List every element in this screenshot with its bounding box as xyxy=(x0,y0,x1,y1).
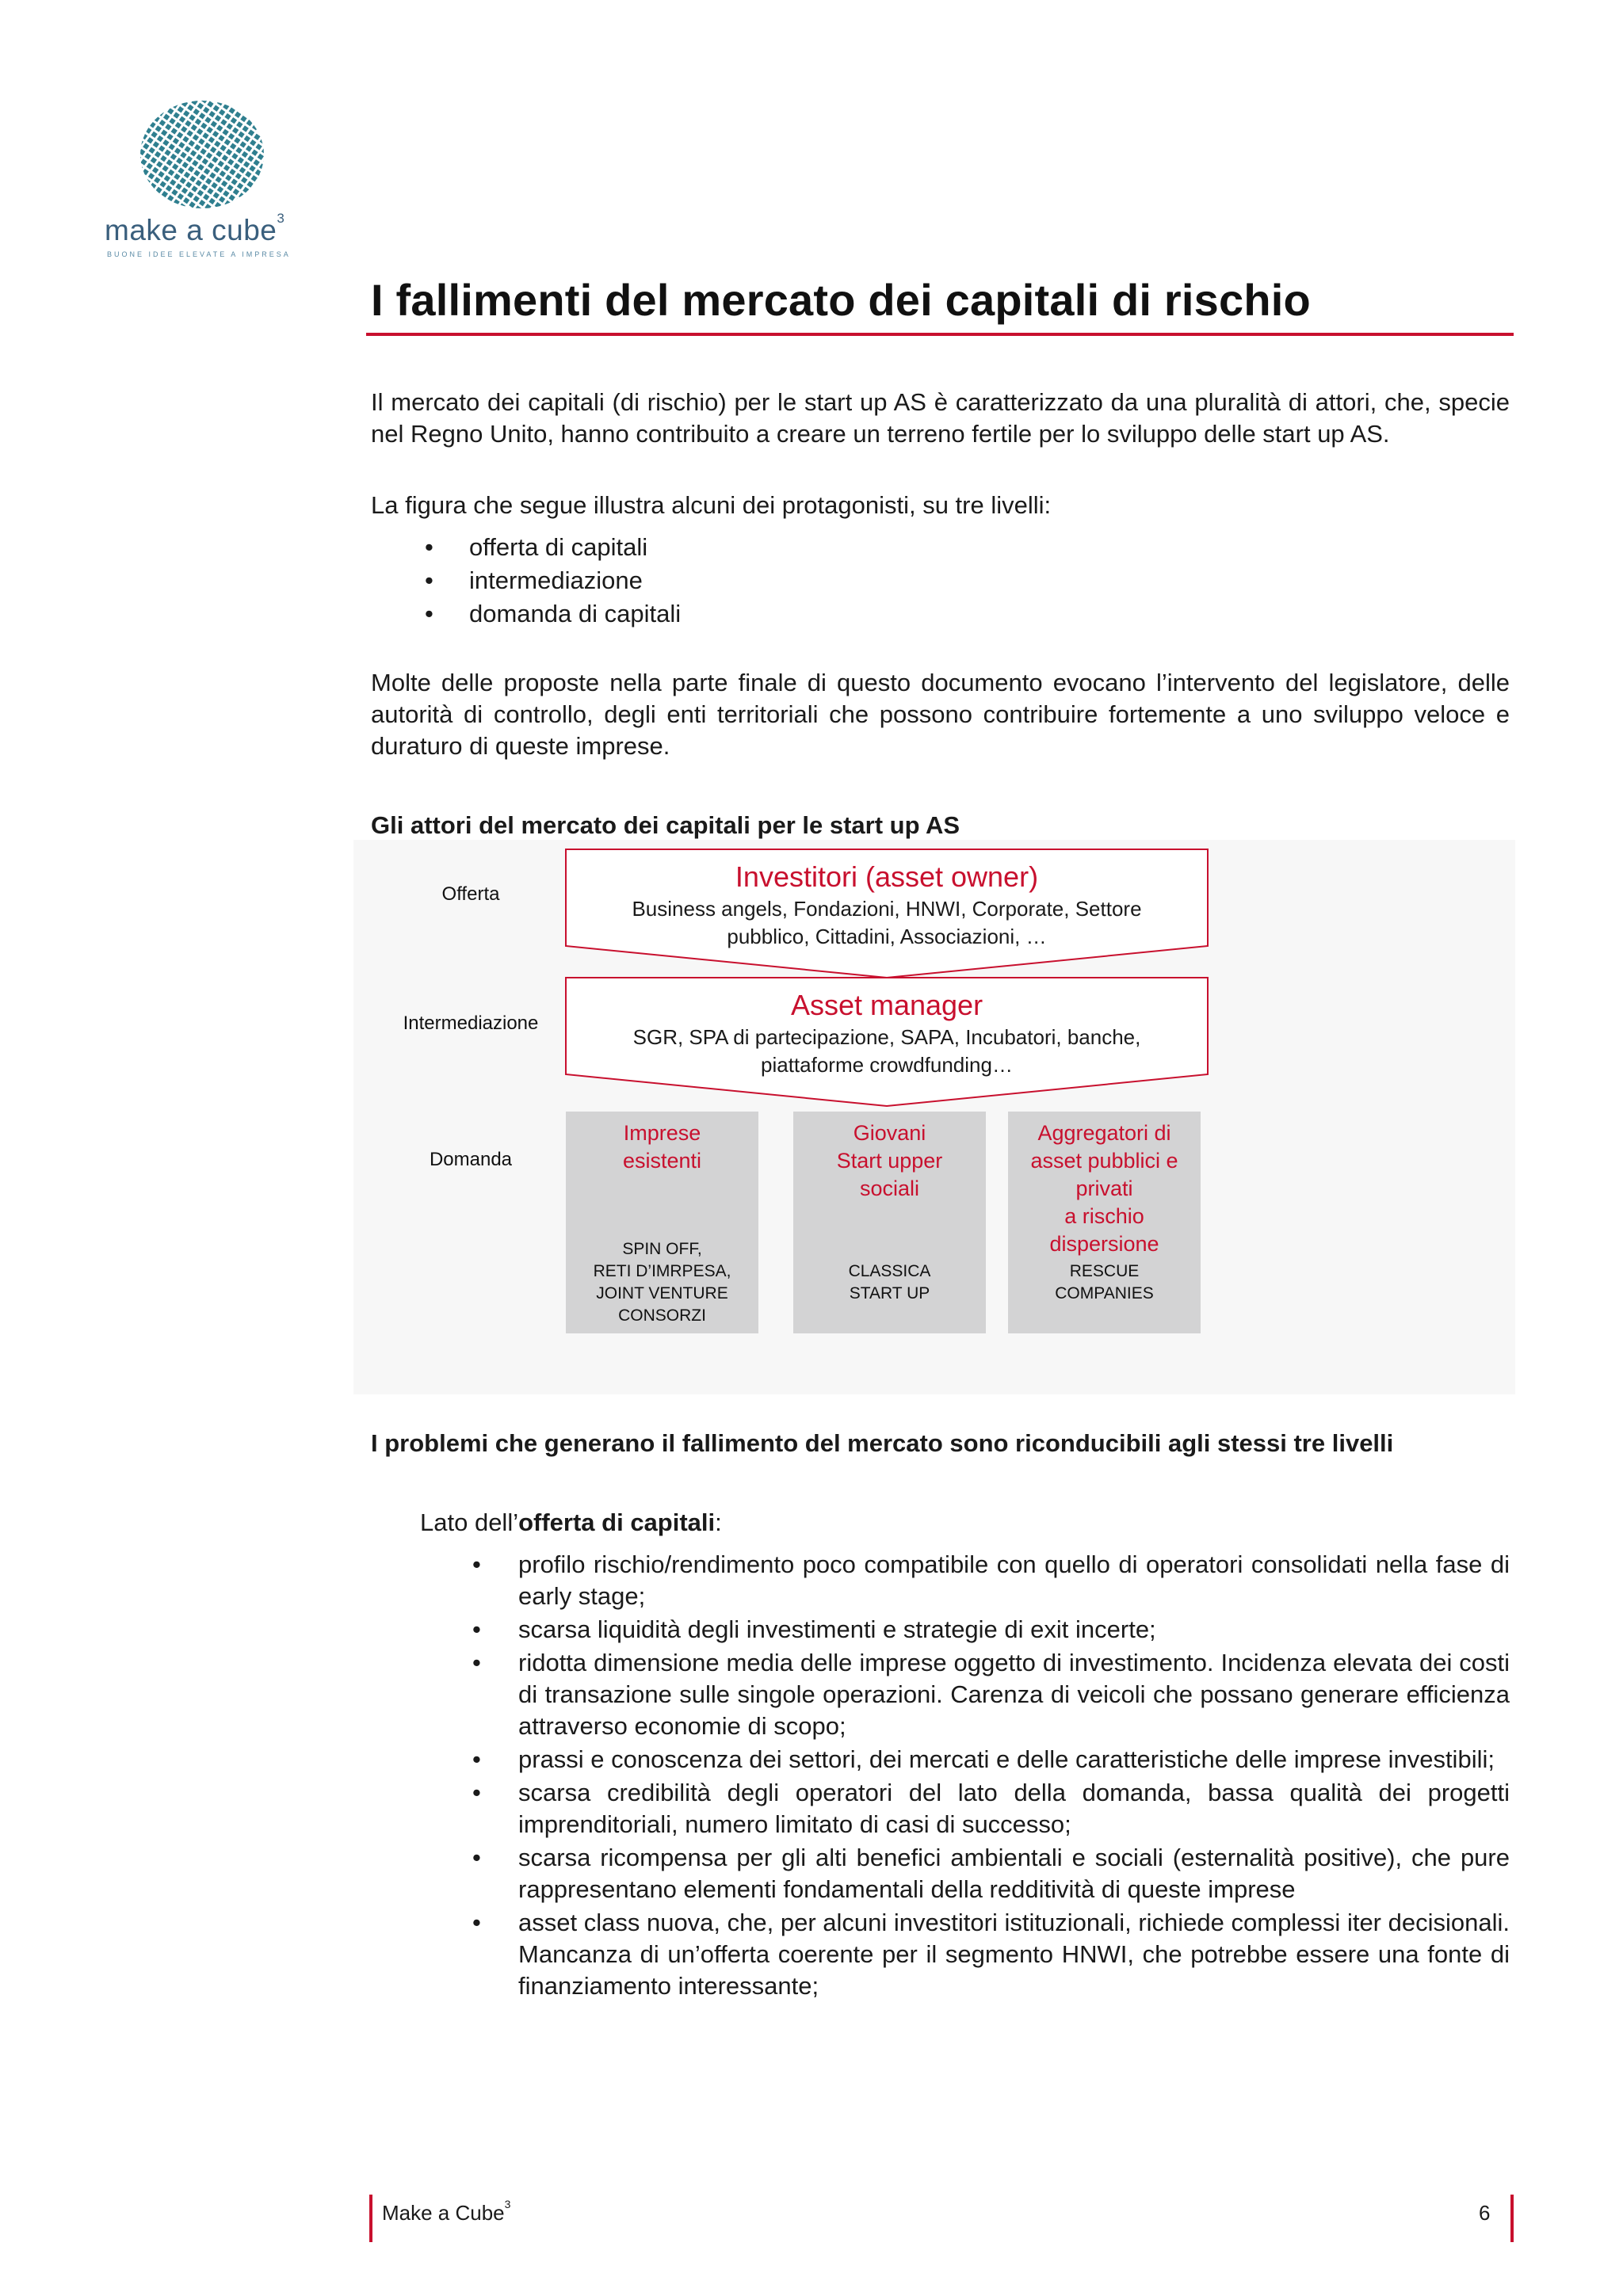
list-item: • scarsa liquidità degli investimenti e strategie di exit incerte; xyxy=(518,1614,1510,1646)
bullet-icon: • xyxy=(472,1844,481,1871)
asset-manager-desc-line-1: SGR, SPA di partecipazione, SAPA, Incubatori, banche, xyxy=(632,1025,1141,1049)
row-label-offerta: Offerta xyxy=(441,883,500,905)
list-item: • scarsa ricompensa per gli alti benefici ambientali e sociali (esternalità positive), che pure rappresentano elementi fondamentali della redditività di queste imprese xyxy=(472,1844,1510,1903)
actors-diagram xyxy=(353,840,1515,1394)
offer-side-heading: Lato dell’offerta di capitali: xyxy=(420,1508,722,1536)
footer-right-accent xyxy=(1510,2195,1514,2242)
logo-wordmark: make a cube$^3$ xyxy=(105,211,285,246)
list-item: • profilo rischio/rendimento poco compatibile con quello di operatori consolidati nella fase di early stage; xyxy=(472,1550,1510,1610)
list-item: • ridotta dimensione media delle imprese oggetto di investimento. Incidenza elevata dei costi di transazione sulle singole operazioni. Carenza di veicoli che possano generare efficienza attraverso economie di scopo; xyxy=(472,1649,1510,1740)
investitori-title: Investitori (asset owner) xyxy=(735,860,1039,893)
bullet-icon: • xyxy=(425,566,433,594)
footer-left-accent xyxy=(369,2195,372,2242)
bullet-icon: • xyxy=(472,1779,481,1806)
bullet-icon: • xyxy=(472,1550,481,1578)
list-item: • domanda di capitali xyxy=(469,597,1262,631)
asset-manager-title: Asset manager xyxy=(790,989,983,1021)
problems-heading: I problemi che generano il fallimento del mercato sono riconducibili agli stessi tre livelli xyxy=(371,1429,1394,1457)
page-number: 6 xyxy=(1479,2201,1491,2225)
offer-problems-list xyxy=(472,1549,1510,2004)
intro-paragraph: Il mercato dei capitali (di rischio) per le start up AS è caratterizzato da una pluralità di attori, che, specie nel Regno Unito, hanno contribuito a creare un terreno fertile per lo sviluppo delle start up AS. xyxy=(371,388,1510,448)
card-label: CLASSICA START UP xyxy=(848,1262,931,1302)
bullet-icon: • xyxy=(472,1745,481,1773)
card-aggregatori xyxy=(1008,1112,1201,1333)
figure-caption: Gli attori del mercato dei capitali per le start up AS xyxy=(371,811,960,839)
proposals-paragraph: Molte delle proposte nella parte finale di questo documento evocano l’intervento del legislatore, delle autorità di controllo, degli enti territoriali che possono contribuire fortemente a uno sviluppo veloce e duraturo di queste imprese. xyxy=(371,669,1510,760)
investitori-box xyxy=(566,840,1208,978)
bullet-icon: • xyxy=(425,533,433,561)
card-title: Giovani Start upper sociali xyxy=(836,1121,943,1200)
bullet-icon: • xyxy=(425,600,433,627)
list-item: • asset class nuova, che, per alcuni investitori istituzionali, richiede complessi iter decisionali. Mancanza di un’offerta coerente per il segmento HNWI, che potrebbe essere una fonte di finanziamento interessante; xyxy=(472,1909,1510,2000)
investitori-desc-line-1: Business angels, Fondazioni, HNWI, Corporate, Settore xyxy=(632,897,1142,921)
card-title: Imprese esistenti xyxy=(622,1121,702,1173)
bullet-icon: • xyxy=(472,1649,481,1676)
asset-manager-box xyxy=(566,978,1208,1106)
cube-sphere-logo-icon xyxy=(127,95,277,214)
asset-manager-desc-line-2: piattaforme crowdfunding… xyxy=(761,1053,1013,1077)
footer-brand: Make a Cube$^3$ xyxy=(382,2198,511,2225)
intro-figure-lead: La figura che segue illustra alcuni dei protagonisti, su tre livelli: xyxy=(371,491,1052,519)
logo-tagline: BUONE IDEE ELEVATE A IMPRESA xyxy=(107,250,291,258)
logo xyxy=(103,95,301,261)
list-item: • intermediazione xyxy=(469,564,1262,597)
card-label: RESCUE COMPANIES xyxy=(1055,1262,1154,1302)
levels-list xyxy=(425,531,1262,631)
card-title: Aggregatori di asset pubblici e privati a rischio dispersione xyxy=(1030,1121,1178,1256)
investitori-desc-line-2: pubblico, Cittadini, Associazioni, … xyxy=(727,925,1047,948)
card-giovani-start-upper xyxy=(793,1112,986,1333)
bullet-icon: • xyxy=(472,1615,481,1643)
card-label: SPIN OFF, RETI D’IMRPESA, JOINT VENTURE CONSORZI xyxy=(593,1240,731,1325)
bullet-icon: • xyxy=(472,1909,481,1936)
list-item: • scarsa credibilità degli operatori del lato della domanda, bassa qualità dei progetti imprenditoriali, numero limitato di casi di successo; xyxy=(472,1779,1510,1838)
list-item: • offerta di capitali xyxy=(469,531,1262,564)
row-label-intermediazione: Intermediazione xyxy=(403,1013,539,1034)
page-title: I fallimenti del mercato dei capitali di rischio xyxy=(371,275,1311,325)
row-label-domanda: Domanda xyxy=(429,1149,513,1170)
title-underline xyxy=(366,333,1514,336)
card-imprese-esistenti xyxy=(566,1112,758,1333)
list-item: • prassi e conoscenza dei settori, dei mercati e delle caratteristiche delle imprese investibili; xyxy=(518,1744,1510,1775)
